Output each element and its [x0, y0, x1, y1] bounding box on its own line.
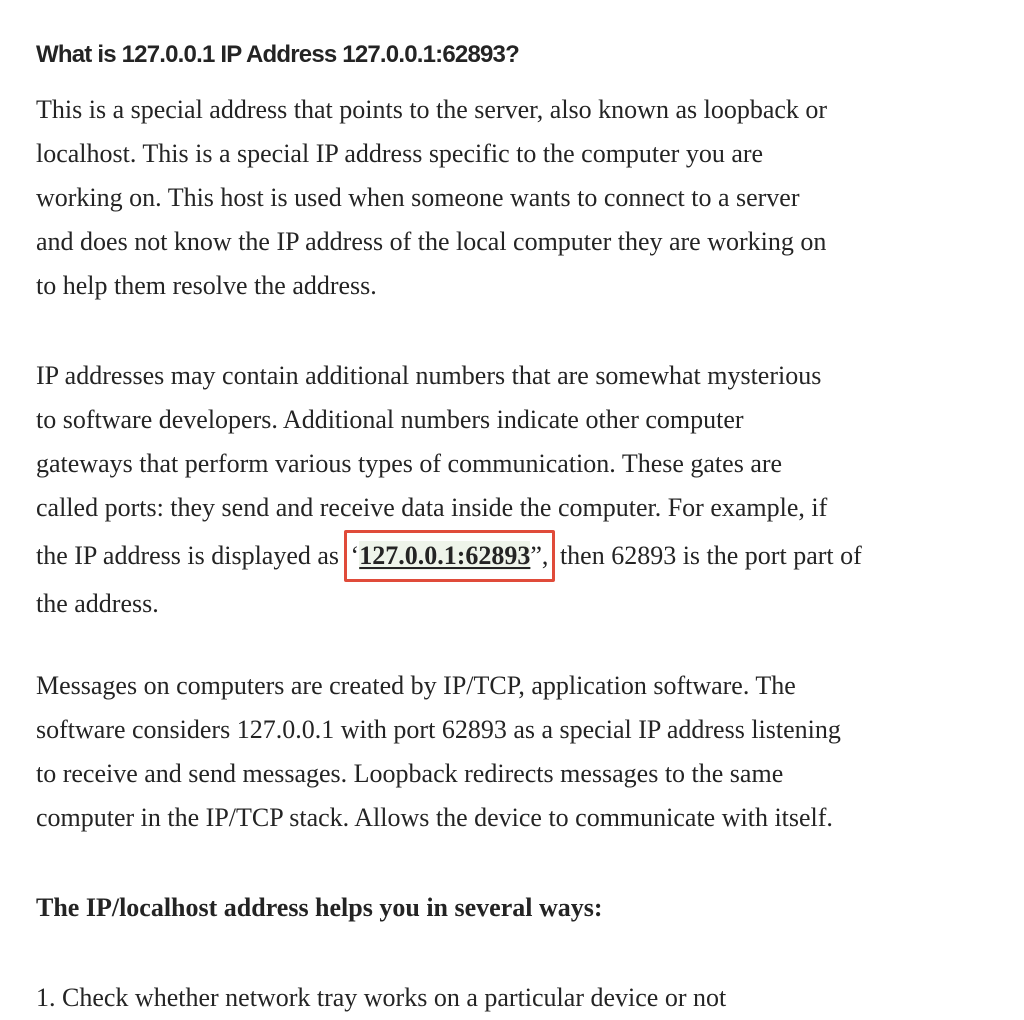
quote-close: ”,: [530, 541, 549, 570]
address-link[interactable]: 127.0.0.1:62893: [359, 541, 531, 570]
quote-open: ‘: [350, 541, 360, 570]
paragraph-line: to help them resolve the address.: [36, 271, 377, 300]
list-item: 1. Check whether network tray works on a particular device or not: [36, 983, 727, 1012]
paragraph-line: localhost. This is a special IP address specific to the computer you are: [36, 139, 764, 168]
paragraph-line: called ports: they send and receive data inside the computer. For example, if: [36, 493, 828, 522]
paragraph-line: and does not know the IP address of the local computer they are working on: [36, 227, 827, 256]
paragraph-messages: [36, 664, 996, 840]
inline-text: the IP address is displayed as: [36, 541, 346, 570]
paragraph-line: the address.: [36, 589, 159, 618]
paragraph-ports: [36, 354, 996, 626]
article-heading: What is 127.0.0.1 IP Address 127.0.0.1:62893?: [36, 41, 519, 68]
paragraph-line: IP addresses may contain additional numbers that are somewhat mysterious: [36, 361, 822, 390]
paragraph-line: Messages on computers are created by IP/TCP, application software. The: [36, 671, 796, 700]
paragraph-line: This is a special address that points to the server, also known as loopback or: [36, 95, 828, 124]
inline-text: then 62893 is the port part of: [553, 541, 862, 570]
paragraph-line: computer in the IP/TCP stack. Allows the device to communicate with itself.: [36, 803, 833, 832]
section-subheading: The IP/localhost address helps you in several ways:: [36, 893, 603, 922]
paragraph-loopback-intro: [36, 88, 996, 308]
paragraph-line: to receive and send messages. Loopback redirects messages to the same: [36, 759, 784, 788]
highlight-box: [344, 530, 556, 582]
paragraph-line: to software developers. Additional numbers indicate other computer: [36, 405, 744, 434]
paragraph-line: gateways that perform various types of communication. These gates are: [36, 449, 783, 478]
paragraph-line: software considers 127.0.0.1 with port 62893 as a special IP address listening: [36, 715, 841, 744]
paragraph-line: working on. This host is used when someone wants to connect to a server: [36, 183, 800, 212]
paragraph-line-with-link: [36, 530, 996, 582]
